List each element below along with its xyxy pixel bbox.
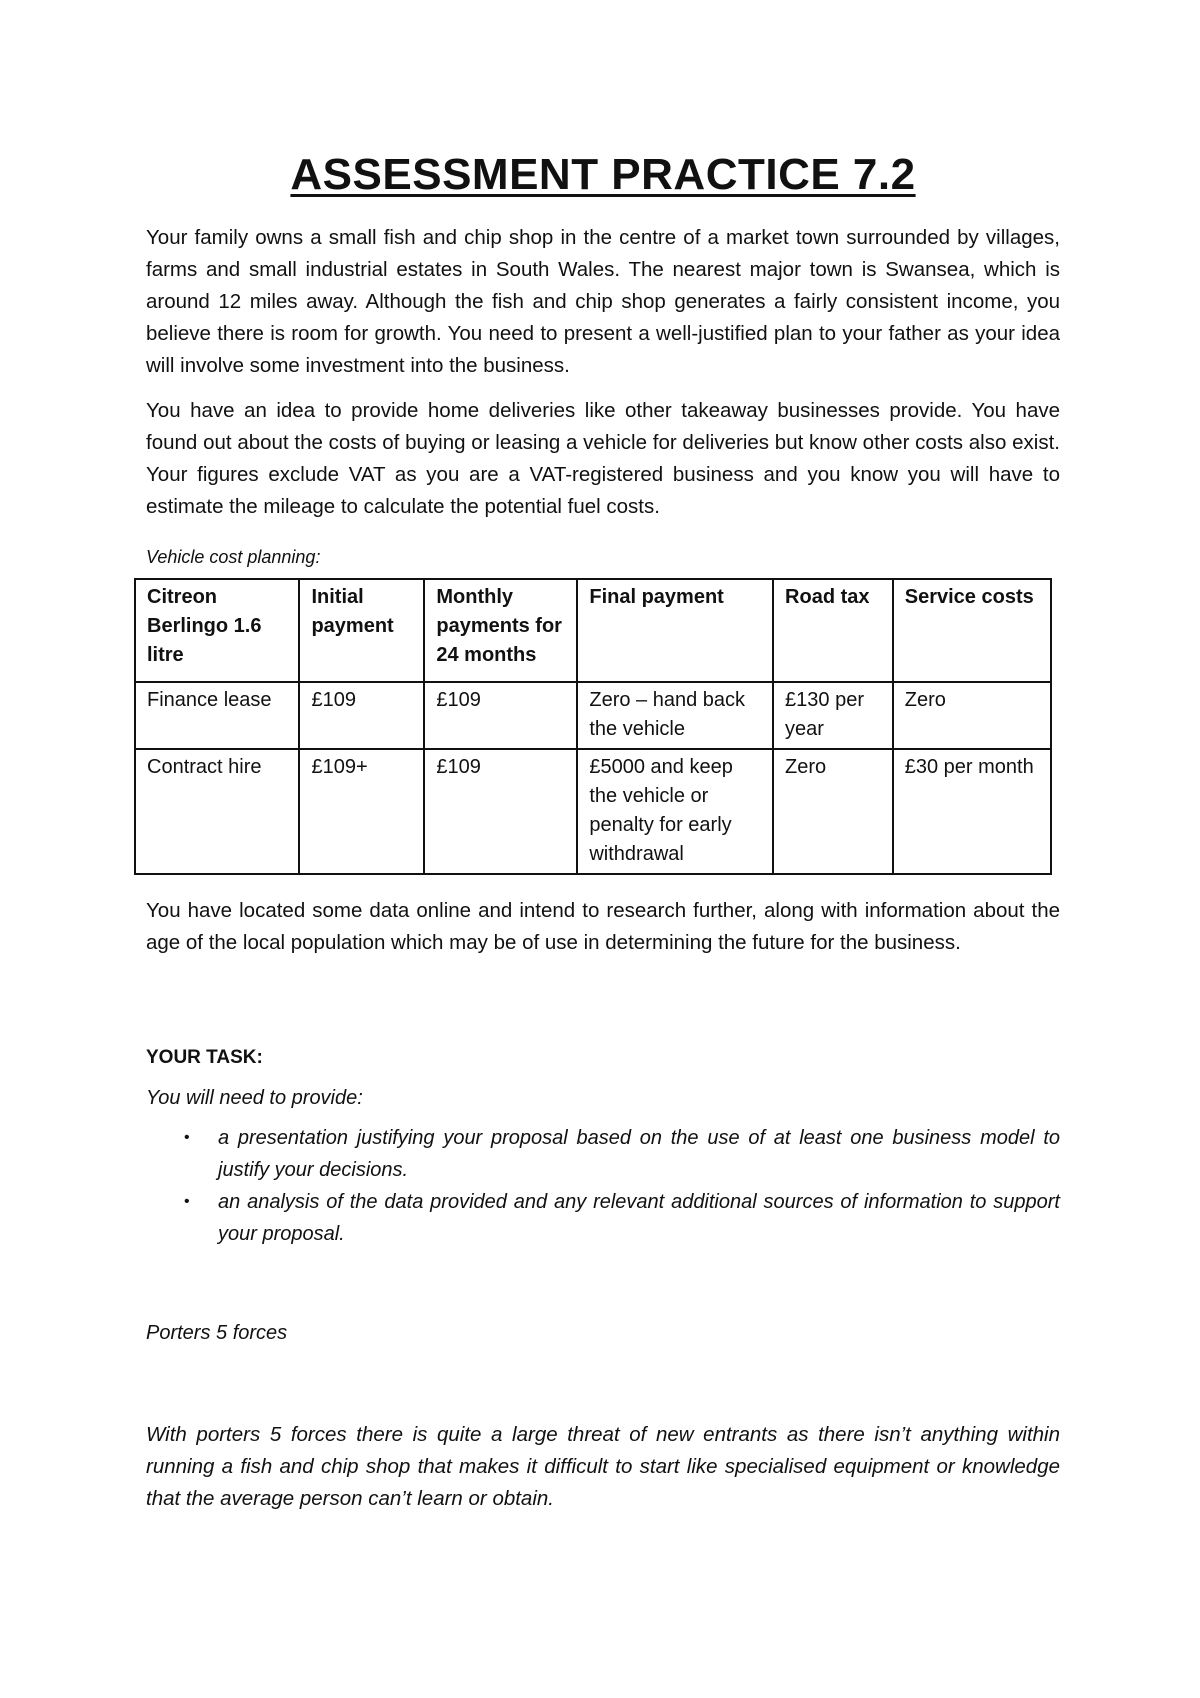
list-item-text: a presentation justifying your proposal based on the use of at least one business model to justify your decisions. — [218, 1127, 1060, 1181]
table-cell: £109+ — [299, 749, 424, 874]
list-item — [184, 1122, 1060, 1186]
table-cell: Zero — [773, 749, 893, 874]
table-header-row — [135, 579, 1051, 682]
header-cell-vehicle: Citreon Berlingo 1.6 litre — [135, 579, 299, 682]
list-item — [184, 1186, 1060, 1250]
header-cell-initial-payment: Initial payment — [299, 579, 424, 682]
task-list — [146, 1122, 1060, 1250]
header-cell-monthly-payments: Monthly payments for 24 months — [424, 579, 577, 682]
section-title: Porters 5 forces — [146, 1322, 288, 1344]
list-item-text: an analysis of the data provided and any relevant additional sources of information to support your proposal. — [218, 1191, 1060, 1245]
document-page — [146, 150, 1060, 1515]
table-cell: £109 — [424, 749, 577, 874]
table-row — [135, 749, 1051, 874]
table-cell: Finance lease — [135, 682, 299, 749]
header-cell-road-tax: Road tax — [773, 579, 893, 682]
after-table-paragraph: You have located some data online and intend to research further, along with information about the age of the local population which may be of use in determining the future for the business. — [146, 899, 1060, 954]
vehicle-cost-table — [134, 578, 1052, 875]
table-cell: £5000 and keep the vehicle or penalty for early withdrawal — [577, 749, 773, 874]
task-intro: You will need to provide: — [146, 1087, 363, 1109]
task-heading: YOUR TASK: — [146, 1047, 263, 1068]
intro-paragraph-2: You have an idea to provide home deliveries like other takeaway businesses provide. You have found out about the costs of buying or leasing a vehicle for deliveries but know other costs also exist. Your figures exclude VAT as you are a VAT-registered business and you know you will have to estimate the mileage to calculate the potential fuel costs. — [146, 399, 1060, 518]
intro-paragraph-1: Your family owns a small fish and chip shop in the centre of a market town surrounded by villages, farms and small industrial estates in South Wales. The nearest major town is Swansea, which is around 12 miles away. Although the fish and chip shop generates a fairly consistent income, you believe there is room for growth. You need to present a well-justified plan to your father as your idea will involve some investment into the business. — [146, 226, 1060, 377]
bullet-icon: • — [184, 1193, 190, 1210]
page-title: ASSESSMENT PRACTICE 7.2 — [290, 150, 916, 199]
bullet-icon: • — [184, 1129, 190, 1146]
table-cell: Zero – hand back the vehicle — [577, 682, 773, 749]
table-caption: Vehicle cost planning: — [146, 547, 321, 567]
section-paragraph: With porters 5 forces there is quite a large threat of new entrants as there isn’t anything within running a fish and chip shop that makes it difficult to start like specialised equipment or knowledge that the average person can’t learn or obtain. — [146, 1423, 1060, 1510]
table-cell: Zero — [893, 682, 1051, 749]
header-cell-service-costs: Service costs — [893, 579, 1051, 682]
table-cell: £30 per month — [893, 749, 1051, 874]
header-cell-final-payment: Final payment — [577, 579, 773, 682]
table-cell: Contract hire — [135, 749, 299, 874]
table-cell: £109 — [424, 682, 577, 749]
table-row — [135, 682, 1051, 749]
table-cell: £130 per year — [773, 682, 893, 749]
table-cell: £109 — [299, 682, 424, 749]
